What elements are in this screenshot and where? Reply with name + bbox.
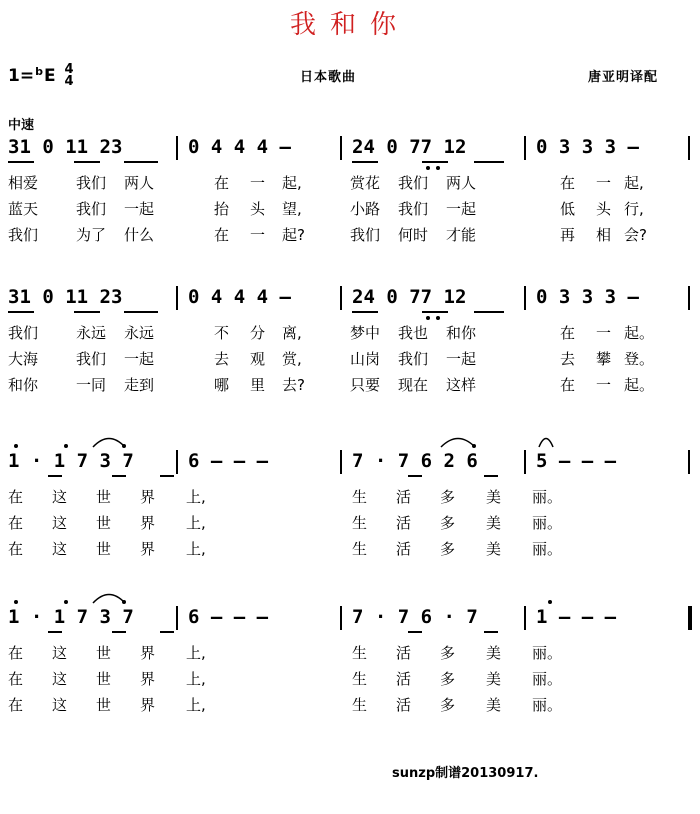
- lyric-word: 永远: [76, 324, 107, 342]
- lyric-word: 丽。: [532, 540, 563, 558]
- meter-top: 4: [64, 62, 74, 77]
- lyric-word: 生: [352, 696, 368, 714]
- lyric-word: 界: [140, 488, 156, 506]
- lyric-word: 我们: [398, 174, 429, 192]
- octave-dot: [14, 444, 18, 448]
- trill-mark: [538, 434, 554, 448]
- measure-notes: 24 0 77 12: [352, 286, 467, 308]
- measure-notes: 0 4 4 4 –: [188, 286, 291, 308]
- lyric-word: 行,: [624, 200, 644, 218]
- lyric-word: 在: [214, 174, 230, 192]
- beam-line: [474, 311, 504, 313]
- bar-line: [340, 286, 342, 310]
- measure-notes: 1 · 1 7 3 7: [8, 450, 134, 472]
- lyric-word: 活: [396, 488, 412, 506]
- lyric-word: 在: [560, 376, 576, 394]
- lyric-word: 我们: [398, 350, 429, 368]
- tie-arc: [440, 434, 476, 448]
- lyric-word: 多: [440, 644, 456, 662]
- beam-line: [422, 161, 448, 163]
- lyric-word: 上,: [186, 670, 206, 688]
- measure-notes: 31 0 11 23: [8, 136, 123, 158]
- beam-line: [74, 311, 100, 313]
- bar-line: [340, 606, 342, 630]
- key-prefix: 1=: [8, 66, 35, 86]
- lyric-word: 一起: [446, 200, 477, 218]
- lyric-word: 我们: [8, 324, 39, 342]
- lyric-word: 在: [8, 670, 24, 688]
- lyric-word: 美: [486, 644, 502, 662]
- lyric-word: 界: [140, 644, 156, 662]
- lyric-word: 我们: [76, 350, 107, 368]
- beam-line: [422, 311, 448, 313]
- lyric-word: 再: [560, 226, 576, 244]
- lyric-word: 这: [52, 540, 68, 558]
- beam-line: [124, 311, 158, 313]
- lyric-word: 丽。: [532, 670, 563, 688]
- octave-dot: [436, 316, 440, 320]
- lyric-word: 生: [352, 644, 368, 662]
- beam-line: [408, 631, 422, 633]
- lyric-word: 蓝天: [8, 200, 39, 218]
- lyric-word: 在: [8, 540, 24, 558]
- lyric-word: 在: [8, 644, 24, 662]
- lyric-word: 现在: [398, 376, 429, 394]
- measure-notes: 0 3 3 3 –: [536, 136, 639, 158]
- lyric-word: 赏花: [350, 174, 381, 192]
- lyric-word: 永远: [124, 324, 155, 342]
- measure-notes: 0 3 3 3 –: [536, 286, 639, 308]
- lyric-word: 我也: [398, 324, 429, 342]
- lyric-word: 分: [250, 324, 266, 342]
- lyric-word: 在: [560, 174, 576, 192]
- lyric-word: 多: [440, 488, 456, 506]
- octave-dot: [436, 166, 440, 170]
- lyric-word: 起。: [624, 324, 655, 342]
- lyric-word: 我们: [350, 226, 381, 244]
- measure-notes: 24 0 77 12: [352, 136, 467, 158]
- beam-line: [160, 475, 174, 477]
- lyric-word: 多: [440, 696, 456, 714]
- tie-arc: [92, 590, 126, 604]
- lyric-word: 去: [214, 350, 230, 368]
- beam-line: [474, 161, 504, 163]
- key-letter: E: [43, 66, 56, 86]
- lyric-word: 活: [396, 540, 412, 558]
- lyric-word: 走到: [124, 376, 155, 394]
- lyric-word: 丽。: [532, 644, 563, 662]
- octave-dot: [64, 444, 68, 448]
- tie-arc: [92, 434, 126, 448]
- lyric-word: 多: [440, 670, 456, 688]
- beam-line: [48, 631, 62, 633]
- lyric-word: 世: [96, 644, 112, 662]
- octave-dot: [64, 600, 68, 604]
- lyric-word: 一: [596, 324, 612, 342]
- beam-line: [408, 475, 422, 477]
- measure-notes: 5 – – –: [536, 450, 617, 472]
- lyric-word: 界: [140, 514, 156, 532]
- lyric-word: 去?: [282, 376, 305, 394]
- bar-line: [176, 606, 178, 630]
- bar-line: [688, 136, 690, 160]
- lyric-word: 起?: [282, 226, 305, 244]
- lyric-word: 大海: [8, 350, 39, 368]
- lyric-word: 为了: [76, 226, 107, 244]
- flat-sign: b: [35, 65, 43, 78]
- beam-line: [112, 475, 126, 477]
- lyric-word: 和你: [446, 324, 477, 342]
- bar-line: [176, 136, 178, 160]
- lyric-word: 登。: [624, 350, 655, 368]
- lyric-word: 上,: [186, 514, 206, 532]
- lyric-word: 一: [596, 376, 612, 394]
- lyric-word: 这: [52, 644, 68, 662]
- lyric-word: 观: [250, 350, 266, 368]
- lyric-word: 这样: [446, 376, 477, 394]
- measure-notes: 7 · 7 6 · 7: [352, 606, 478, 628]
- lyric-word: 丽。: [532, 488, 563, 506]
- lyric-word: 上,: [186, 540, 206, 558]
- measure-notes: 31 0 11 23: [8, 286, 123, 308]
- lyric-word: 上,: [186, 644, 206, 662]
- lyric-word: 在: [8, 514, 24, 532]
- lyric-word: 界: [140, 670, 156, 688]
- lyric-word: 山岗: [350, 350, 381, 368]
- lyric-word: 世: [96, 488, 112, 506]
- lyric-word: 活: [396, 696, 412, 714]
- lyric-word: 梦中: [350, 324, 381, 342]
- lyric-word: 一同: [76, 376, 107, 394]
- lyric-word: 美: [486, 514, 502, 532]
- beam-line: [352, 161, 378, 163]
- lyric-word: 攀: [596, 350, 612, 368]
- lyric-word: 起,: [282, 174, 302, 192]
- lyric-word: 两人: [124, 174, 155, 192]
- lyric-word: 生: [352, 488, 368, 506]
- key-signature: [8, 64, 74, 88]
- tempo-marking: 中速: [8, 118, 35, 133]
- lyric-word: 在: [8, 488, 24, 506]
- bar-line: [340, 450, 342, 474]
- measure-notes: 1 – – –: [536, 606, 617, 628]
- lyric-word: 世: [96, 540, 112, 558]
- lyric-word: 我们: [8, 226, 39, 244]
- song-title: 我和你: [289, 10, 410, 40]
- lyric-word: 一: [250, 174, 266, 192]
- lyric-word: 一起: [124, 200, 155, 218]
- measure-notes: 1 · 1 7 3 7: [8, 606, 134, 628]
- bar-line: [688, 286, 690, 310]
- beam-line: [74, 161, 100, 163]
- lyric-word: 头: [596, 200, 612, 218]
- bar-line: [524, 136, 526, 160]
- lyric-word: 一起: [124, 350, 155, 368]
- lyric-word: 世: [96, 670, 112, 688]
- beam-line: [48, 475, 62, 477]
- lyric-word: 会?: [624, 226, 647, 244]
- lyric-word: 界: [140, 696, 156, 714]
- octave-dot: [14, 600, 18, 604]
- lyric-word: 界: [140, 540, 156, 558]
- octave-dot: [548, 600, 552, 604]
- bar-line: [176, 450, 178, 474]
- beam-line: [352, 311, 378, 313]
- beam-line: [484, 475, 498, 477]
- lyric-word: 生: [352, 670, 368, 688]
- lyric-word: 里: [250, 376, 266, 394]
- bar-line: [524, 450, 526, 474]
- lyric-word: 相爱: [8, 174, 39, 192]
- lyric-word: 美: [486, 670, 502, 688]
- song-origin: 日本歌曲: [300, 70, 357, 85]
- final-bar-line: [688, 606, 692, 630]
- lyric-word: 这: [52, 670, 68, 688]
- beam-line: [160, 631, 174, 633]
- lyric-word: 上,: [186, 488, 206, 506]
- lyric-word: 小路: [350, 200, 381, 218]
- lyric-word: 活: [396, 644, 412, 662]
- lyric-word: 去: [560, 350, 576, 368]
- beam-line: [124, 161, 158, 163]
- lyric-word: 活: [396, 514, 412, 532]
- octave-dot: [426, 166, 430, 170]
- lyric-word: 起。: [624, 376, 655, 394]
- lyric-word: 美: [486, 696, 502, 714]
- beam-line: [112, 631, 126, 633]
- lyric-word: 丽。: [532, 696, 563, 714]
- measure-notes: 0 4 4 4 –: [188, 136, 291, 158]
- lyric-word: 何时: [398, 226, 429, 244]
- lyric-word: 才能: [446, 226, 477, 244]
- lyric-word: 这: [52, 696, 68, 714]
- lyric-word: 抬: [214, 200, 230, 218]
- lyric-word: 丽。: [532, 514, 563, 532]
- lyric-word: 什么: [124, 226, 155, 244]
- lyric-word: 一: [596, 174, 612, 192]
- bar-line: [340, 136, 342, 160]
- meter-bottom: 4: [64, 74, 74, 89]
- lyric-word: 不: [214, 324, 230, 342]
- lyric-word: 上,: [186, 696, 206, 714]
- lyric-word: 赏,: [282, 350, 302, 368]
- measure-notes: 6 – – –: [188, 450, 269, 472]
- lyric-word: 在: [214, 226, 230, 244]
- lyric-word: 起,: [624, 174, 644, 192]
- bar-line: [524, 286, 526, 310]
- lyric-word: 我们: [76, 200, 107, 218]
- bar-line: [524, 606, 526, 630]
- lyric-word: 和你: [8, 376, 39, 394]
- lyric-word: 世: [96, 696, 112, 714]
- bar-line: [176, 286, 178, 310]
- lyric-word: 这: [52, 514, 68, 532]
- beam-line: [484, 631, 498, 633]
- lyric-word: 一起: [446, 350, 477, 368]
- lyric-word: 多: [440, 540, 456, 558]
- lyric-word: 我们: [76, 174, 107, 192]
- lyric-word: 只要: [350, 376, 381, 394]
- lyric-word: 多: [440, 514, 456, 532]
- engraver-credit: sunzp制谱20130917.: [392, 766, 539, 781]
- lyric-word: 生: [352, 540, 368, 558]
- lyric-word: 两人: [446, 174, 477, 192]
- lyric-word: 望,: [282, 200, 302, 218]
- lyric-word: 美: [486, 540, 502, 558]
- lyric-word: 在: [560, 324, 576, 342]
- measure-notes: 6 – – –: [188, 606, 269, 628]
- lyric-word: 低: [560, 200, 576, 218]
- time-signature: [65, 64, 74, 88]
- arranger-credit: 唐亚明译配: [588, 70, 659, 85]
- measure-notes: 7 · 7 6 2 6: [352, 450, 478, 472]
- lyric-word: 这: [52, 488, 68, 506]
- lyric-word: 生: [352, 514, 368, 532]
- lyric-word: 离,: [282, 324, 302, 342]
- bar-line: [688, 450, 690, 474]
- lyric-word: 头: [250, 200, 266, 218]
- lyric-word: 一: [250, 226, 266, 244]
- lyric-word: 世: [96, 514, 112, 532]
- octave-dot: [426, 316, 430, 320]
- beam-line: [8, 311, 34, 313]
- lyric-word: 相: [596, 226, 612, 244]
- beam-line: [8, 161, 34, 163]
- lyric-word: 美: [486, 488, 502, 506]
- lyric-word: 哪: [214, 376, 230, 394]
- lyric-word: 活: [396, 670, 412, 688]
- lyric-word: 在: [8, 696, 24, 714]
- lyric-word: 我们: [398, 200, 429, 218]
